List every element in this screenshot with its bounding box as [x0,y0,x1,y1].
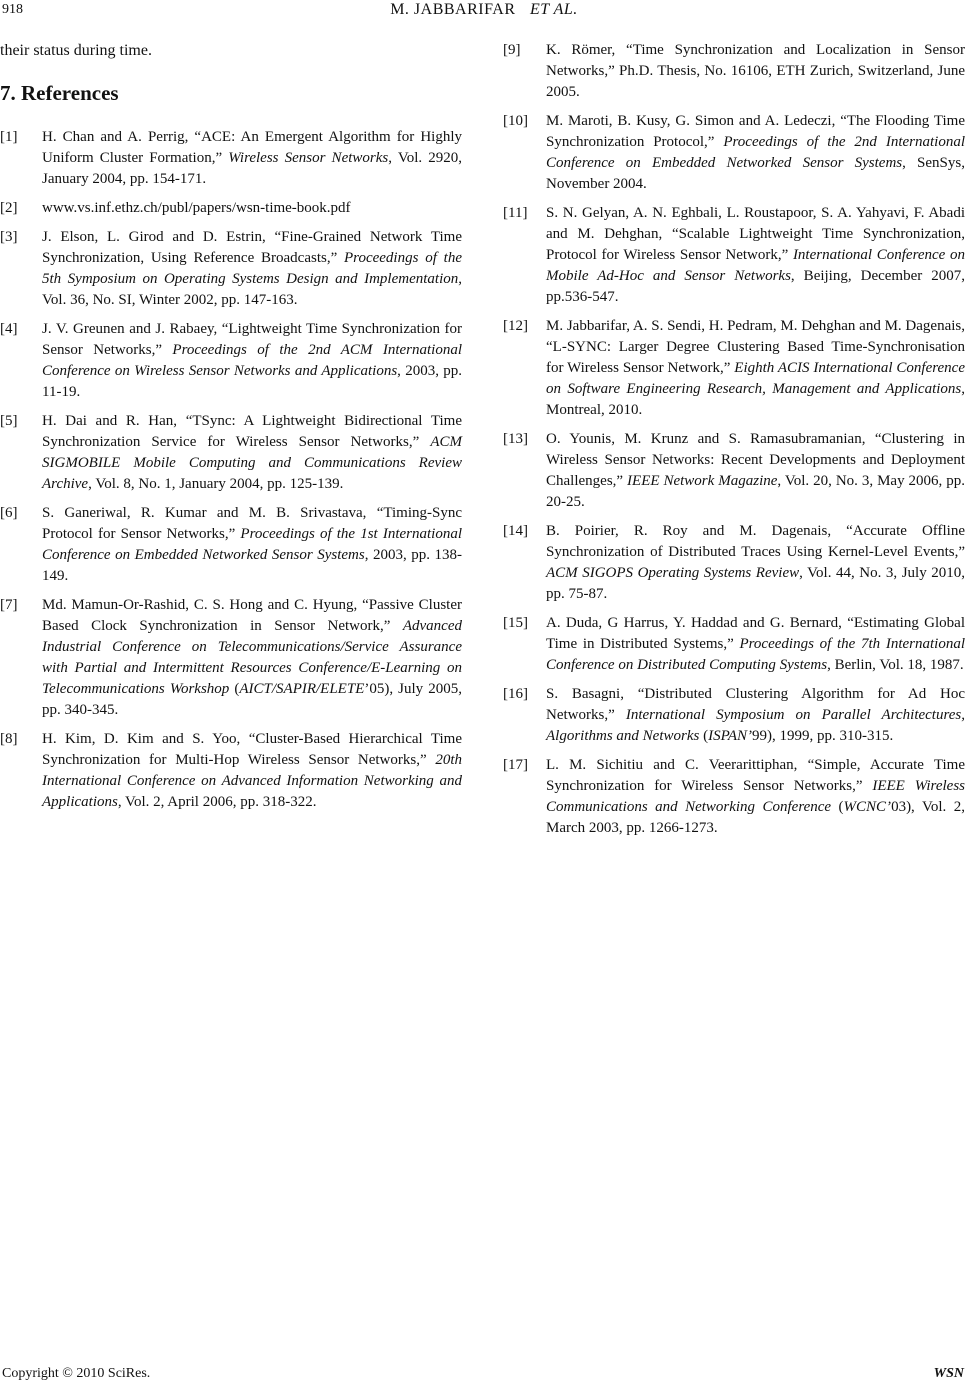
reference-segment: H. Dai and R. Han, “TSync: A Lightweight Bidirectional Time Synchronization Service for Wireless Sensor Networks,” [42,413,462,450]
reference-segment: J. Elson, L. Girod and D. Estrin, “Fine-Grained Network Time Synchronization, Using Reference Broadcasts,” [42,229,462,266]
left-column [0,40,462,821]
reference-italic-segment: Proceedings of the 2nd International Conference on Embedded Networked Sensor Systems [546,134,965,171]
reference-segment: , Berlin, Vol. 18, 1987. [827,657,964,673]
reference-italic-segment: ACM SIGMOBILE Mobile Computing and Communications Review Archive [42,434,462,492]
reference-text [546,613,965,676]
intro-text: their status during time. [0,42,152,59]
reference-italic-segment: IEEE Network Magazine [627,473,778,489]
reference-segment: , Beijing, December 2007, pp.536-547. [546,268,965,305]
reference-text [42,319,462,403]
reference-item [0,127,462,190]
reference-segment: ( [831,799,844,815]
reference-text [546,203,965,308]
reference-text [546,429,965,513]
page-number: 918 [2,2,23,17]
reference-text [42,729,462,813]
header-et-al: ET AL. [530,1,578,18]
reference-text [546,521,965,605]
reference-italic-segment: International Symposium on Parallel Architectures, Algorithms and Networks [546,707,965,744]
reference-segment: S. Ganeriwal, R. Kumar and M. B. Srivastava, “Timing-Sync Protocol for Sensor Networks,” [42,505,462,542]
reference-item [503,203,965,308]
reference-number: [11] [503,205,528,221]
reference-italic-segment: Advanced Industrial Conference on Telecommunications/Service Assurance with Partial and Intermittent Resources Conference/E-Learning on Telecommunications Workshop [42,618,462,697]
header-author: M. JABBARIFAR [390,1,516,18]
reference-text [546,111,965,195]
reference-text [42,503,462,587]
reference-number: [17] [503,757,528,773]
reference-text [546,755,965,839]
reference-item [503,429,965,513]
reference-text [42,127,462,190]
reference-list-left [0,127,462,813]
reference-text [546,316,965,421]
reference-number: [4] [0,321,18,337]
reference-segment: , Vol. 44, No. 3, July 2010, pp. 75-87. [546,565,965,602]
reference-number: [10] [503,113,528,129]
reference-number: [12] [503,318,528,334]
reference-item [0,595,462,721]
reference-item [0,227,462,311]
running-header [0,1,968,19]
reference-segment: , Vol. 2920, January 2004, pp. 154-171. [42,150,462,187]
reference-segment: 03), Vol. 2, March 2003, pp. 1266-1273. [546,799,965,836]
reference-italic-segment: WCNC’ [843,799,892,815]
reference-item [503,111,965,195]
reference-number: [14] [503,523,528,539]
reference-number: [13] [503,431,528,447]
reference-item [503,521,965,605]
reference-italic-segment: Wireless Sensor Networks [228,150,389,166]
reference-segment: J. V. Greunen and J. Rabaey, “Lightweight Time Synchronization for Sensor Networks,” [42,321,462,358]
reference-number: [5] [0,413,18,429]
reference-italic-segment: AICT/SAPIR/ELETE [239,681,365,697]
reference-number: [1] [0,129,18,145]
reference-italic-segment: Proceedings of the 5th Symposium on Operating Systems Design and Implementation [42,250,462,287]
reference-item [503,316,965,421]
reference-item [0,729,462,813]
reference-number: [16] [503,686,528,702]
reference-text [546,40,965,103]
reference-item [503,684,965,747]
reference-number: [6] [0,505,18,521]
reference-segment: ’05), July 2005, pp. 340-345. [42,681,462,718]
reference-segment: ( [699,728,709,744]
reference-item [503,613,965,676]
reference-segment: A. Duda, G Harrus, Y. Haddad and G. Bernard, “Estimating Global Time in Distributed Systems,” [546,615,965,652]
reference-item [503,755,965,839]
reference-segment: B. Poirier, R. Roy and M. Dagenais, “Accurate Offline Synchronization of Distributed Traces Using Kernel-Level Events,” [546,523,965,560]
reference-text [42,227,462,311]
reference-text [42,595,462,721]
reference-italic-segment: ISPAN’ [708,728,752,744]
reference-text [42,411,462,495]
reference-segment: O. Younis, M. Krunz and S. Ramasubramanian, “Clustering in Wireless Sensor Networks: Recent Developments and Deployment Challenges,” [546,431,965,489]
reference-italic-segment: Eighth ACIS International Conference on Software Engineering Research, Management and Applications [546,360,965,397]
reference-italic-segment: ACM SIGOPS Operating Systems Review [546,565,800,581]
reference-item [0,198,462,219]
reference-item [0,503,462,587]
reference-segment: L. M. Sichitiu and C. Veerarittiphan, “Simple, Accurate Time Synchronization for Wireless Sensor Networks,” [546,757,965,794]
section-title: 7. References [0,81,119,105]
reference-segment: , 2003, pp. 138-149. [42,547,462,584]
reference-segment: S. Basagni, “Distributed Clustering Algorithm for Ad Hoc Networks,” [546,686,965,723]
reference-italic-segment: IEEE Wireless Communications and Networking Conference [546,778,965,815]
reference-segment: , Vol. 8, No. 1, January 2004, pp. 125-139. [88,476,344,492]
reference-segment: , 2003, pp. 11-19. [42,363,463,400]
reference-segment: H. Kim, D. Kim and S. Yoo, “Cluster-Based Hierarchical Time Synchronization for Multi-Hop Wireless Sensor Networks,” [42,731,462,768]
reference-segment: H. Chan and A. Perrig, “ACE: An Emergent Algorithm for Highly Uniform Cluster Formation,” [42,129,462,166]
footer-journal: WSN [933,1366,964,1381]
reference-segment: www.vs.inf.ethz.ch/publ/papers/wsn-time-book.pdf [42,200,351,216]
reference-segment: , Vol. 20, No. 3, May 2006, pp. 20-25. [546,473,965,510]
reference-segment: M. Jabbarifar, A. S. Sendi, H. Pedram, M. Dehghan and M. Dagenais, “L-SYNC: Larger Degree Clustering Based Time-Synchronisation for Wireless Sensor Network,” [546,318,965,376]
reference-italic-segment: Proceedings of the 2nd ACM International Conference on Wireless Sensor Networks and Applications [42,342,462,379]
footer-copyright: Copyright © 2010 SciRes. [2,1366,151,1381]
reference-italic-segment: International Conference on Mobile Ad-Hoc and Sensor Networks [546,247,965,284]
reference-number: [2] [0,200,18,216]
reference-segment: M. Maroti, B. Kusy, G. Simon and A. Ledeczi, “The Flooding Time Synchronization Protocol,” [546,113,965,150]
reference-segment: , Montreal, 2010. [546,381,965,418]
reference-italic-segment: 20th International Conference on Advanced Information Networking and Applications [42,752,462,810]
reference-item [503,40,965,103]
reference-number: [8] [0,731,18,747]
reference-segment: ( [229,681,240,697]
reference-segment: , Vol. 36, No. SI, Winter 2002, pp. 147-163. [42,271,462,308]
reference-segment: , Vol. 2, April 2006, pp. 318-322. [117,794,317,810]
reference-segment: K. Römer, “Time Synchronization and Localization in Sensor Networks,” Ph.D. Thesis, No. 16106, ETH Zurich, Switzerland, June 2005. [546,42,965,100]
reference-italic-segment: Proceedings of the 1st International Conference on Embedded Networked Sensor Systems [42,526,462,563]
reference-segment: Md. Mamun-Or-Rashid, C. S. Hong and C. Hyung, “Passive Cluster Based Clock Synchronization in Sensor Network,” [42,597,462,634]
reference-italic-segment: Proceedings of the 7th International Conference on Distributed Computing Systems [546,636,965,673]
reference-number: [9] [503,42,521,58]
reference-number: [15] [503,615,528,631]
reference-segment: S. N. Gelyan, A. N. Eghbali, L. Roustapoor, S. A. Yahyavi, F. Abadi and M. Dehghan, “Scalable Lightweight Time Synchronization, Protocol for Wireless Sensor Network,” [546,205,965,263]
reference-number: [7] [0,597,18,613]
right-column [503,40,965,847]
reference-item [0,411,462,495]
reference-list-right [503,40,965,839]
reference-text [546,684,965,747]
reference-item [0,319,462,403]
reference-segment: , SenSys, November 2004. [546,155,965,192]
reference-number: [3] [0,229,18,245]
reference-segment: 99), 1999, pp. 310-315. [751,728,894,744]
reference-text [42,198,462,219]
